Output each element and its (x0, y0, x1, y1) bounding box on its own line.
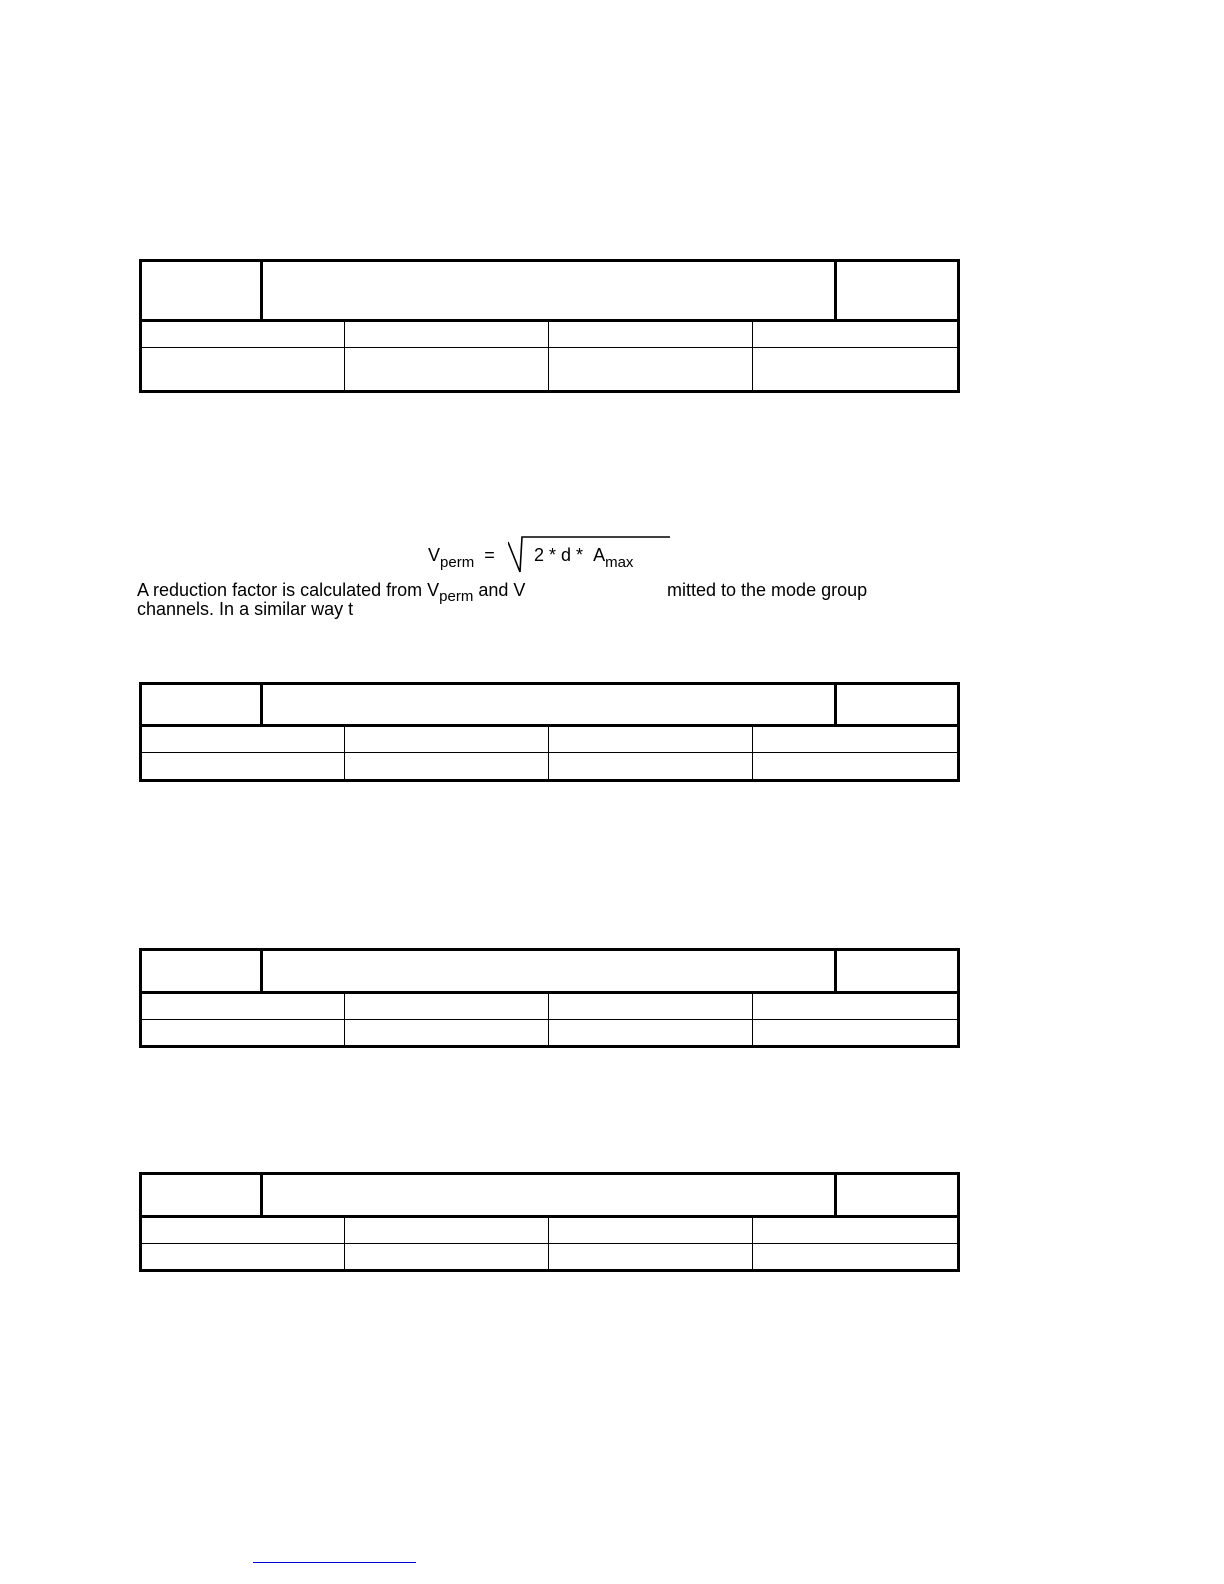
paragraph-line-2: channels. In a similar way t (137, 599, 354, 619)
paragraph-line-1-tail: mitted to the mode group (667, 580, 868, 600)
formula-radicand: 2 * d * $A_{max}$ (534, 545, 634, 571)
vperm-formula (428, 540, 688, 580)
formula-lhs: $V_{perm}$ = (428, 545, 495, 571)
hyperlink-underline[interactable] (253, 1562, 416, 1563)
paragraph-line-1: A reduction factor is calculated from $V_{perm}$ and V (137, 580, 526, 605)
